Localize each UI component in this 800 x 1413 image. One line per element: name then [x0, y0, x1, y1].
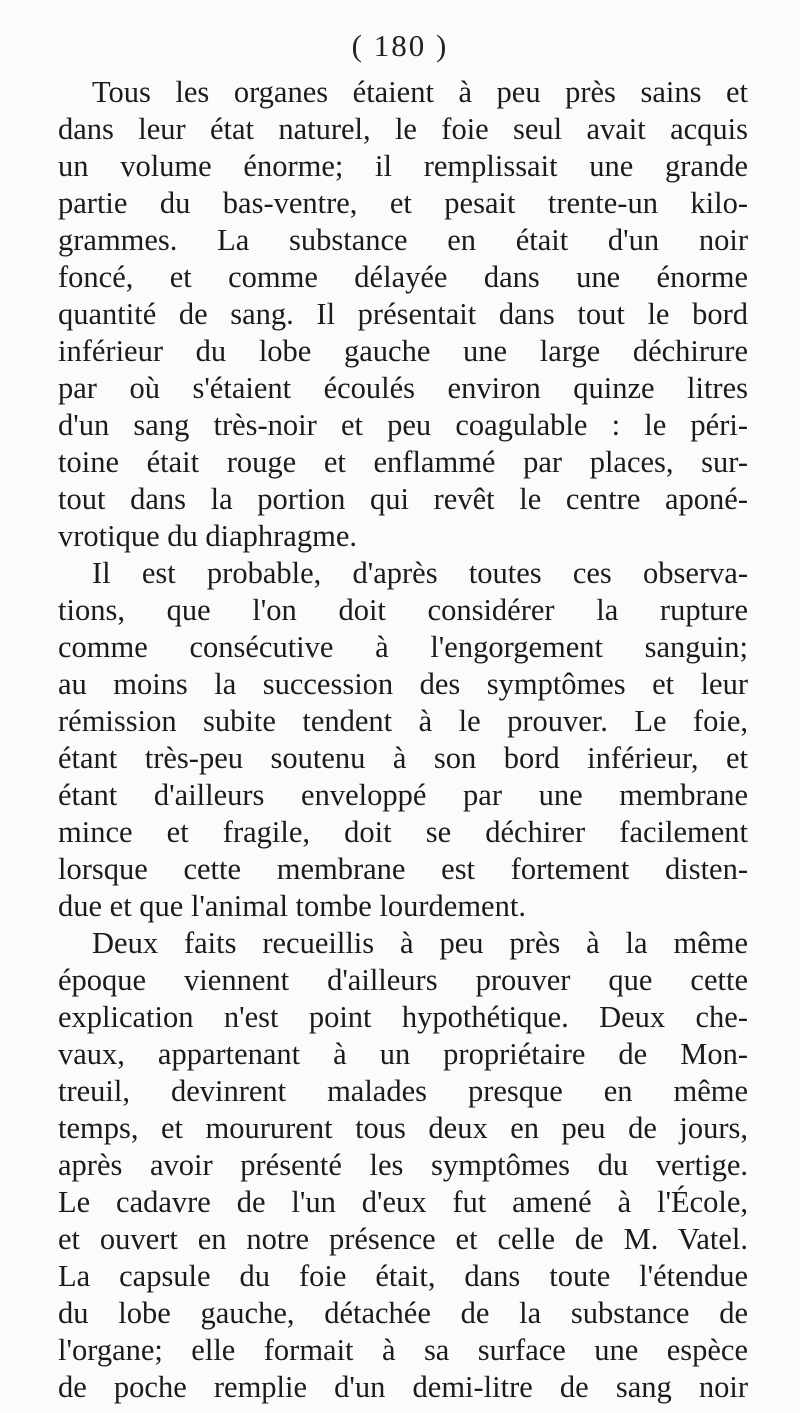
text-line: étant très-peu soutenu à son bord inférieur, et — [58, 741, 748, 775]
text-line: La capsule du foie était, dans toute l'étendue — [58, 1259, 748, 1293]
text-line: de poche remplie d'un demi-litre de sang noir — [58, 1370, 748, 1404]
text-line: explication n'est point hypothétique. Deux che- — [58, 1000, 748, 1034]
text-line: un volume énorme; il remplissait une grande — [58, 149, 748, 183]
paragraph-3 — [58, 925, 748, 1406]
text-line: vrotique du diaphragme. — [58, 519, 357, 553]
body-text — [58, 74, 748, 1406]
text-line: Deux faits recueillis à peu près à la même — [92, 926, 748, 960]
text-line: dans leur état naturel, le foie seul avait acquis — [58, 112, 748, 146]
text-line: du lobe gauche, détachée de la substance de — [58, 1296, 748, 1330]
text-line: époque viennent d'ailleurs prouver que cette — [58, 963, 748, 997]
text-line: Il est probable, d'après toutes ces observa- — [92, 556, 748, 590]
text-line: étant d'ailleurs enveloppé par une membrane — [58, 778, 748, 812]
text-line: rémission subite tendent à le prouver. Le foie, — [58, 704, 748, 738]
text-line: mince et fragile, doit se déchirer facilement — [58, 815, 748, 849]
text-line: inférieur du lobe gauche une large déchirure — [58, 334, 748, 368]
text-line: comme consécutive à l'engorgement sanguin; — [58, 630, 748, 664]
paragraph-1 — [58, 74, 748, 555]
text-line: grammes. La substance en était d'un noir — [58, 223, 748, 257]
text-line: quantité de sang. Il présentait dans tout le bord — [58, 297, 748, 331]
text-line: au moins la succession des symptômes et leur — [58, 667, 748, 701]
page-number: ( 180 ) — [351, 28, 449, 63]
text-line: due et que l'animal tombe lourdement. — [58, 889, 526, 923]
text-line: Tous les organes étaient à peu près sains et — [92, 75, 748, 109]
text-line: tout dans la portion qui revêt le centre aponé- — [58, 482, 748, 516]
text-line: treuil, devinrent malades presque en même — [58, 1074, 748, 1108]
text-line: temps, et moururent tous deux en peu de jours, — [58, 1111, 748, 1145]
text-line: Le cadavre de l'un d'eux fut amené à l'École, — [58, 1185, 748, 1219]
text-line: après avoir présenté les symptômes du vertige. — [58, 1148, 748, 1182]
text-line: d'un sang très-noir et peu coagulable : le péri- — [58, 408, 748, 442]
text-line: tions, que l'on doit considérer la rupture — [58, 593, 748, 627]
paragraph-2 — [58, 555, 748, 925]
text-line: foncé, et comme délayée dans une énorme — [58, 260, 748, 294]
text-line: partie du bas-ventre, et pesait trente-un kilo- — [58, 186, 748, 220]
text-line: l'organe; elle formait à sa surface une espèce — [58, 1333, 748, 1367]
text-line: et ouvert en notre présence et celle de M. Vatel. — [58, 1222, 748, 1256]
text-line: par où s'étaient écoulés environ quinze litres — [58, 371, 748, 405]
text-line: lorsque cette membrane est fortement disten- — [58, 852, 748, 886]
text-line: toine était rouge et enflammé par places, sur- — [58, 445, 748, 479]
text-line: vaux, appartenant à un propriétaire de Mon- — [58, 1037, 748, 1071]
